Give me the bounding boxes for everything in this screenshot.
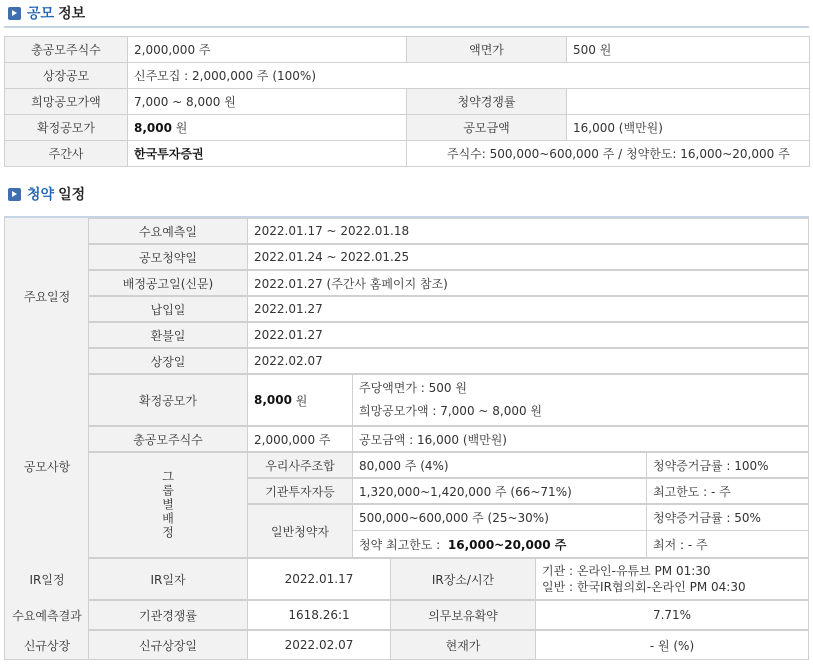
matters-total-value: 2,000,000 주 [247,426,353,452]
underwriter-name: 한국투자증권 [134,147,204,161]
matters-price-detail [352,374,809,426]
table-row [5,63,810,89]
offering-section-title [8,2,85,24]
total-shares-value: 2,000,000 주 [128,37,407,63]
par-value-label: 액면가 [407,37,567,63]
offer-amount-label: 공모금액 [407,115,567,141]
table-row [5,89,810,115]
table-row [5,37,810,63]
total-shares-label: 총공모주식수 [5,37,128,63]
matters-final-unit: 원 [295,393,308,408]
main-row-value: 2022.02.07 [247,348,809,374]
underwriter-value [128,141,407,167]
schedule-section-title [8,183,85,205]
section-bullet-icon [8,7,21,20]
table-row [5,141,810,167]
matters-final-label: 확정공모가 [88,374,248,426]
ir-place-value [535,558,809,600]
new-listing-date-value: 2022.02.07 [247,630,391,660]
offer-matters-label: 공모사항 [23,459,71,474]
ir-place-label: IR장소/시간 [390,558,536,600]
lockup-label: 의무보유확약 [390,600,536,630]
matters-final-number: 8,000 [254,393,292,407]
final-price-number: 8,000 [134,121,172,135]
ir-schedule-label: IR일정 [29,572,65,587]
ir-place-line-retail: 일반 : 한국IR협의회-온라인 PM 04:30 [542,580,746,594]
institution-value: 1,320,000~1,420,000 주 (66~71%) [352,478,647,504]
main-row-label: 공모청약일 [88,244,248,270]
retail-max-prefix: 청약 최고한도 : [359,537,441,552]
par-value: 500 원 [567,37,810,63]
retail-max [352,530,647,558]
matters-amount-line: 공모금액 : 16,000 (백만원) [352,426,809,452]
current-price-value: - 원 (%) [535,630,809,660]
ir-date-value: 2022.01.17 [247,558,391,600]
offering-table [4,36,810,167]
inst-competition-label: 기관경쟁률 [88,600,248,630]
institution-label: 기관투자자등 [247,478,353,504]
matters-par-line: 주당액면가 : 500 원 [359,381,467,395]
underwriter-detail: 주식수: 500,000~600,000 주 / 청약한도: 16,000~20,000 주 [407,141,810,167]
employee-extra: 청약증거금률 : 100% [646,452,809,478]
matters-final-value [247,374,353,426]
main-schedule-label: 주요일정 [23,289,71,304]
retail-value: 500,000~600,000 주 (25~30%) [352,504,647,531]
final-price-label: 확정공모가 [5,115,128,141]
offering-title-accent: 공모 [27,6,55,22]
main-row-label: 환불일 [88,322,248,348]
listing-offer-value: 신주모집 : 2,000,000 주 (100%) [128,63,810,89]
current-price-label: 현재가 [390,630,536,660]
main-row-label: 상장일 [88,348,248,374]
main-row-value: 2022.01.27 [247,296,809,322]
employee-label: 우리사주조합 [247,452,353,478]
group-allocation-label [88,452,248,558]
offer-amount-value: 16,000 (백만원) [567,115,810,141]
matters-total-label: 총공모주식수 [88,426,248,452]
main-row-label: 배정공고일(신문) [88,270,248,296]
listing-offer-label: 상장공모 [5,63,128,89]
main-row-value: 2022.01.27 (주간사 홈페이지 참조) [247,270,809,296]
underwriter-label: 주간사 [5,141,128,167]
section-bullet-icon [8,188,21,201]
employee-value: 80,000 주 (4%) [352,452,647,478]
forecast-result-label: 수요예측결과 [12,608,82,623]
offering-title-rule [4,26,809,28]
matters-desired-line: 희망공모가액 : 7,000 ~ 8,000 원 [359,404,543,418]
final-price-unit: 원 [175,121,188,135]
retail-min: 최저 : - 주 [646,530,809,558]
main-row-value: 2022.01.27 [247,322,809,348]
inst-competition-value: 1618.26:1 [247,600,391,630]
ir-place-line-institution: 기관 : 온라인-유튜브 PM 01:30 [542,564,711,578]
table-row [5,115,810,141]
schedule-table [4,216,809,660]
final-price-value [128,115,407,141]
group-allocation-text: 그룹별배정 [160,470,175,540]
retail-label: 일반청약자 [247,504,353,558]
retail-extra: 청약증거금률 : 50% [646,504,809,531]
competition-rate-label: 청약경쟁률 [407,89,567,115]
ir-date-label: IR일자 [88,558,248,600]
new-listing-label: 신규상장 [23,638,71,653]
schedule-title-accent: 청약 [27,187,55,203]
main-row-value: 2022.01.24 ~ 2022.01.25 [247,244,809,270]
new-listing-date-label: 신규상장일 [88,630,248,660]
desired-price-value: 7,000 ~ 8,000 원 [128,89,407,115]
institution-extra: 최고한도 : - 주 [646,478,809,504]
competition-rate-value [567,89,810,115]
desired-price-label: 희망공모가액 [5,89,128,115]
offering-title-rest: 정보 [58,6,86,22]
main-row-label: 수요예측일 [88,218,248,244]
lockup-value: 7.71% [535,600,809,630]
schedule-title-rest: 일정 [58,187,86,203]
main-row-value: 2022.01.17 ~ 2022.01.18 [247,218,809,244]
main-row-label: 납입일 [88,296,248,322]
retail-max-value: 16,000~20,000 주 [447,537,567,552]
